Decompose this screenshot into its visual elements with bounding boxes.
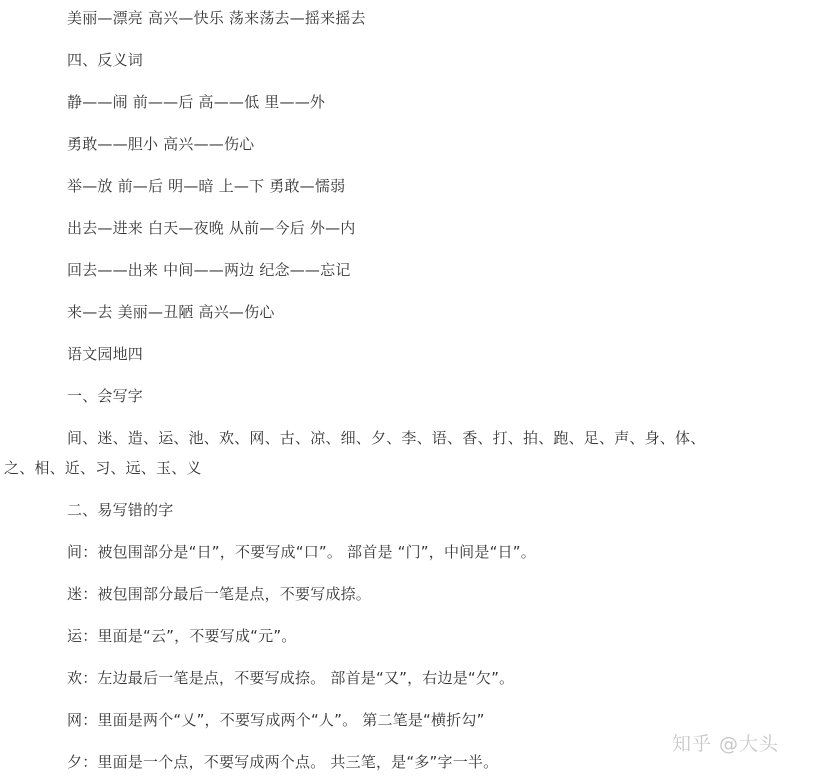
text-line: 出去—进来 白天—夜晚 从前—今后 外—内 [67, 219, 356, 237]
text-line: 迷：被包围部分最后一笔是点，不要写成捺。 [67, 585, 372, 603]
text-line: 夕：里面是一个点，不要写成两个点。 共三笔，是“多”字一半。 [67, 753, 499, 771]
char-list-part1: 间、迷、造、运、池、欢、网、古、凉、细、夕、李、语、香、打、拍、跑、足、声、身、体、 [67, 429, 706, 447]
section-heading: 一、会写字 [67, 387, 144, 405]
text-line: 来—去 美丽—丑陋 高兴—伤心 [67, 303, 275, 321]
text-line: 欢：左边最后一笔是点，不要写成捺。 部首是“又”，右边是“欠”。 [67, 669, 515, 687]
text-line: 网：里面是两个“乂”，不要写成两个“人”。 第二笔是“横折勾” [67, 711, 485, 729]
text-line: 间：被包围部分是“日”，不要写成“口”。 部首是 “门”，中间是“日”。 [67, 543, 536, 561]
text-line: 美丽—漂亮 高兴—快乐 荡来荡去—摇来摇去 [67, 9, 366, 27]
text-line: 举—放 前—后 明—暗 上—下 勇敢—懦弱 [67, 177, 346, 195]
text-line: 运：里面是“云”，不要写成“元”。 [67, 627, 297, 645]
char-list-part2: 之、相、近、习、远、玉、义 [4, 459, 202, 477]
text-line: 静——闹 前——后 高——低 里——外 [67, 93, 326, 111]
text-line: 回去——出来 中间——两边 纪念——忘记 [67, 261, 351, 279]
text-line: 勇敢——胆小 高兴——伤心 [67, 135, 255, 153]
section-heading: 四、反义词 [67, 51, 144, 69]
watermark: 知乎 @大头 [672, 733, 780, 755]
section-heading: 二、易写错的字 [67, 501, 174, 519]
char-list [4, 423, 737, 483]
section-heading: 语文园地四 [67, 345, 144, 363]
